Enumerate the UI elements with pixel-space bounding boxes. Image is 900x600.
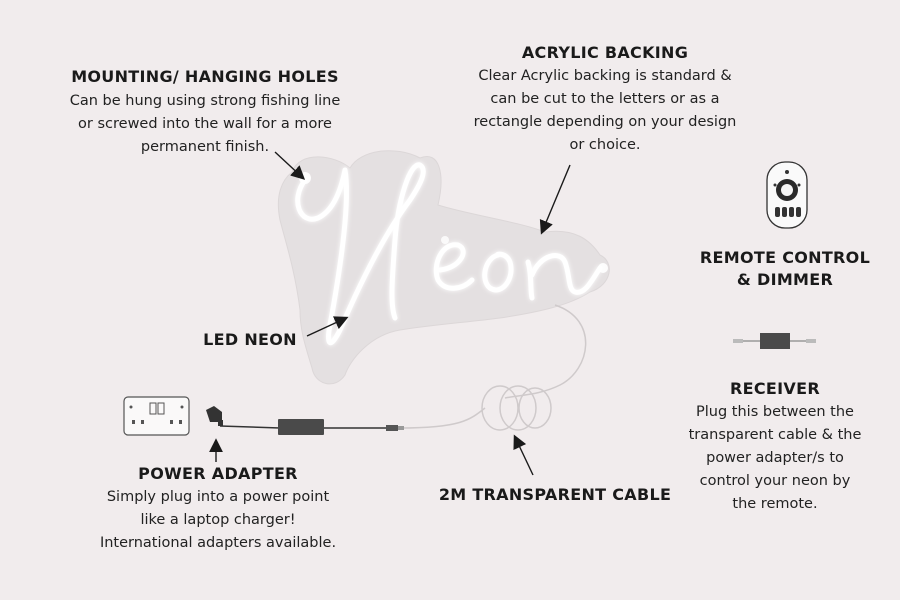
acrylic-line-1: Clear Acrylic backing is standard &	[478, 68, 732, 84]
cable-title: 2M TRANSPARENT CABLE	[438, 485, 672, 504]
led-section	[190, 329, 310, 351]
receiver-line-1: Plug this between the	[696, 404, 854, 420]
mounting-line-3: permanent finish.	[140, 139, 270, 155]
remote-title-line-2: & DIMMER	[736, 270, 834, 289]
led-title: LED NEON	[203, 330, 297, 349]
receiver-line-3: power adapter/s to	[706, 450, 844, 466]
receiver-section	[680, 378, 870, 516]
receiver-title: RECEIVER	[730, 379, 820, 398]
receiver-icon	[733, 333, 816, 349]
power-cable	[220, 419, 404, 435]
cable-section	[430, 484, 680, 506]
power-line-2: like a laptop charger!	[140, 512, 296, 528]
receiver-line-2: transparent cable & the	[688, 427, 862, 443]
power-adapter-brick	[278, 419, 324, 435]
power-title: POWER ADAPTER	[138, 464, 298, 483]
plug-icon	[206, 406, 223, 426]
mounting-line-1: Can be hung using strong fishing line	[69, 93, 341, 109]
arrow-acrylic	[542, 165, 570, 232]
acrylic-line-2: can be cut to the letters or as a	[490, 91, 720, 107]
mounting-title: MOUNTING/ HANGING HOLES	[71, 67, 339, 86]
power-line-3: International adapters available.	[99, 535, 337, 551]
power-line-1: Simply plug into a power point	[106, 489, 330, 505]
acrylic-section	[455, 42, 755, 157]
arrow-cable	[515, 437, 533, 475]
acrylic-line-3: rectangle depending on your design	[473, 114, 737, 130]
receiver-line-4: control your neon by	[699, 473, 851, 489]
receiver-line-5: the remote.	[732, 496, 818, 512]
acrylic-line-4: or choice.	[569, 137, 641, 153]
power-section	[78, 463, 358, 555]
mounting-line-2: or screwed into the wall for a more	[78, 116, 332, 132]
mounting-section	[55, 66, 355, 159]
remote-section	[690, 247, 880, 291]
remote-control-icon	[767, 162, 807, 228]
wall-socket-icon	[124, 397, 189, 435]
acrylic-title: ACRYLIC BACKING	[521, 43, 689, 62]
remote-title-line-1: REMOTE CONTROL	[699, 248, 871, 267]
